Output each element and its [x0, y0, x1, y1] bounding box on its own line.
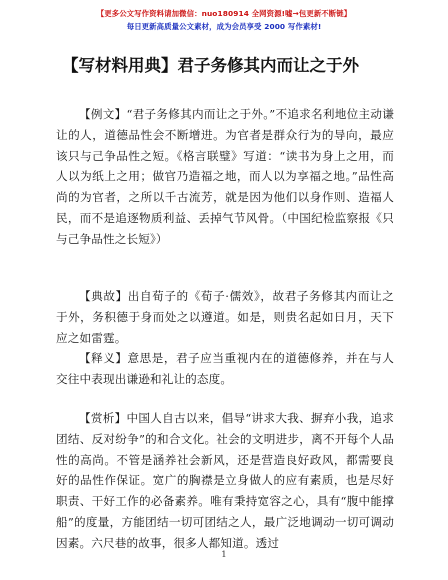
page-number: 1: [221, 550, 227, 560]
paragraph-meaning: 【释义】意思是，君子应当重视内在的道德修养，并在与人交往中表现出谦逊和礼让的态度。: [56, 351, 394, 386]
header-promo-line-1: 【更多公文写作资料请加微信：nuo180914 全网资源!嘘→包更新不断链】: [96, 9, 352, 18]
paragraph-appreciation: 【赏析】中国人自古以来，倡导“讲求大我、摒弃小我，追求团结、反对纷争”的和合文化。社会的文明进步，离不开每个人品性的高尚。不管是涵养社会新风，还是营造良好政风，都需要良好的品性作保证。宽广的胸襟是立身做人的应有素质，也是尽好职责、干好工作的必备素养。唯有秉持宽容之心，具有“腹中能撑船”的度量，方能团结一切可团结之人，最广泛地调动一切可调动因素。六尺巷的故事，很多人都知道。透过: [56, 411, 394, 550]
paragraph-example: 【例文】“君子务修其内而让之于外。”不追求名利地位主动谦让的人，道德品性会不断增进。为官者是群众行为的导向，最应该只与己争品性之短。《格言联璧》写道：“读书为身上之用，而人以为纸上之用；做官乃造福之地，而人以为享福之地。”品性高尚的为官者，之所以千古流芳，就是因为他们以身作则、造福人民，而不是追逐物质利益、丢掉气节风骨。（中国纪检监察报《只与己争品性之长短》）: [56, 107, 394, 246]
article-title: 【写材料用典】君子务修其内而让之于外: [62, 56, 359, 75]
header-promo-line-2: 每日更新高质量公文素材，成为会员享受 2000 写作素材!: [126, 22, 322, 31]
paragraph-origin: 【典故】出自荀子的《荀子·儒效》，故君子务修其内而让之于外，务积德于身而处之以遵道。如是，则贵名起如日月，天下应之如雷霆。: [56, 289, 394, 345]
